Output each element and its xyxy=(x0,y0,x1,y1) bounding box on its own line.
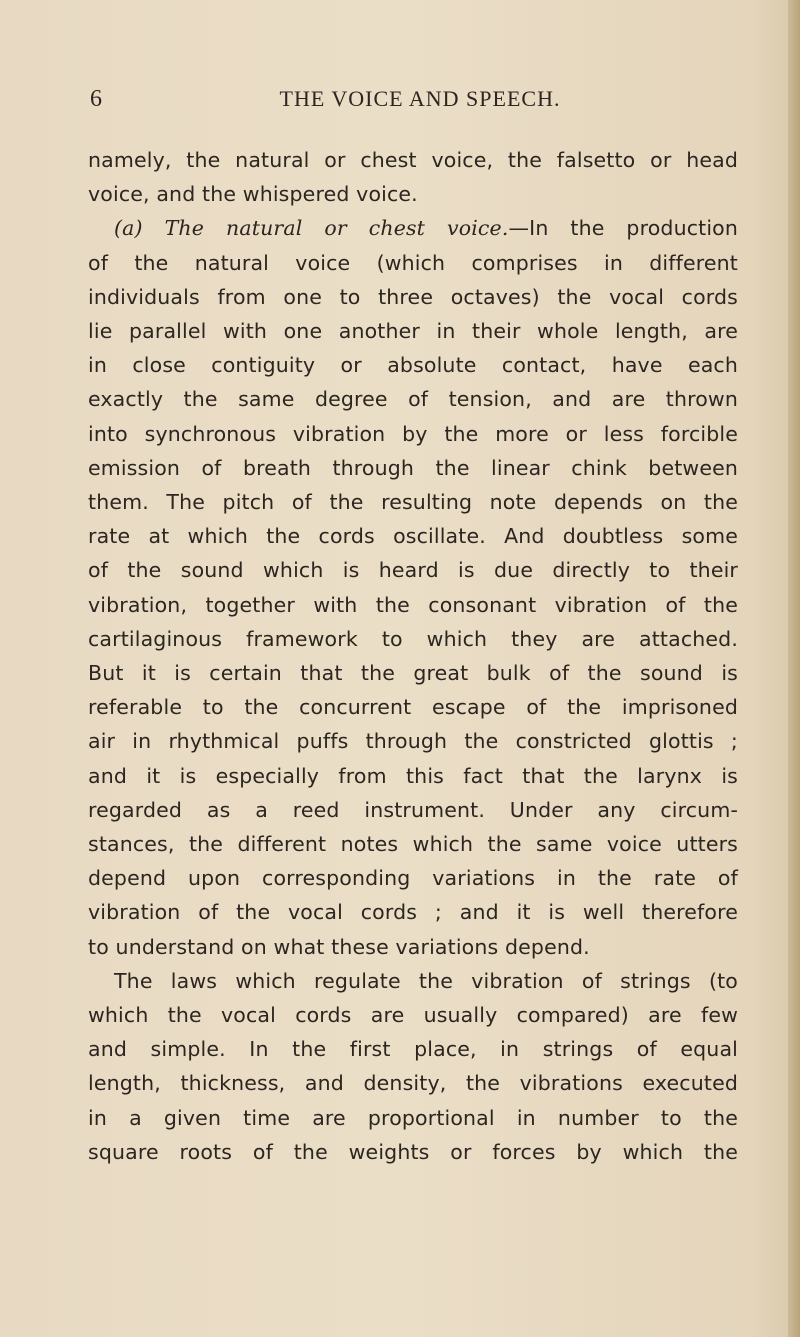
text-line: rate at which the cords oscillate. And doubtless some xyxy=(88,524,738,549)
text-line: lie parallel with one another in their whole length, are xyxy=(88,319,738,344)
text-line: vibration of the vocal cords ; and it is well therefore xyxy=(88,900,738,925)
text-line: But it is certain that the great bulk of the sound is xyxy=(88,661,738,686)
section-dash: — xyxy=(508,216,530,241)
text-line: of the natural voice (which comprises in different xyxy=(88,250,738,275)
text-line: namely, the natural or chest voice, the falsetto or head xyxy=(88,148,738,172)
text-line: emission of breath through the linear chink between xyxy=(88,455,738,480)
text-line: to understand on what these variations depend. xyxy=(88,934,590,959)
text-line: square roots of the weights or forces by which the xyxy=(88,1139,738,1164)
text-line: in a given time are proportional in number to the xyxy=(88,1105,738,1130)
text-line: into synchronous vibration by the more or less forcible xyxy=(88,421,738,446)
text-line: stances, the different notes which the same voice utters xyxy=(88,832,738,857)
section-label: (a) xyxy=(114,216,143,241)
running-head xyxy=(90,86,750,116)
body-text xyxy=(88,143,738,1169)
text-line: and simple. In the first place, in strings of equal xyxy=(88,1037,738,1062)
text-line: cartilaginous framework to which they are attached. xyxy=(88,626,738,651)
text-line: air in rhythmical puffs through the constricted glottis ; xyxy=(88,729,738,754)
text-line: exactly the same degree of tension, and are thrown xyxy=(88,387,738,412)
text-line: vibration, together with the consonant vibration of the xyxy=(88,592,738,617)
text-line: in close contiguity or absolute contact, have each xyxy=(88,353,738,378)
running-title: THE VOICE AND SPEECH. xyxy=(279,86,561,111)
text-line: voice, and the whispered voice. xyxy=(88,182,418,207)
text-line: regarded as a reed instrument. Under any circum- xyxy=(88,797,738,822)
text-line: of the sound which is heard is due directly to their xyxy=(88,558,738,583)
text-line: referable to the concurrent escape of the imprisoned xyxy=(88,695,738,720)
section-heading-line xyxy=(88,211,738,245)
section-lead-text: In the production xyxy=(529,216,738,241)
text-line: length, thickness, and density, the vibrations executed xyxy=(88,1071,738,1096)
text-line: The laws which regulate the vibration of strings (to xyxy=(114,968,738,993)
page-number: 6 xyxy=(90,86,103,112)
page-edge xyxy=(788,0,800,1337)
text-line: which the vocal cords are usually compared) are few xyxy=(88,1003,738,1028)
text-line: and it is especially from this fact that the larynx is xyxy=(88,763,738,788)
section-heading: The natural or chest voice. xyxy=(164,216,509,241)
text-line: them. The pitch of the resulting note depends on the xyxy=(88,490,738,515)
text-line: individuals from one to three octaves) the vocal cords xyxy=(88,284,738,309)
text-line: depend upon corresponding variations in the rate of xyxy=(88,866,738,891)
